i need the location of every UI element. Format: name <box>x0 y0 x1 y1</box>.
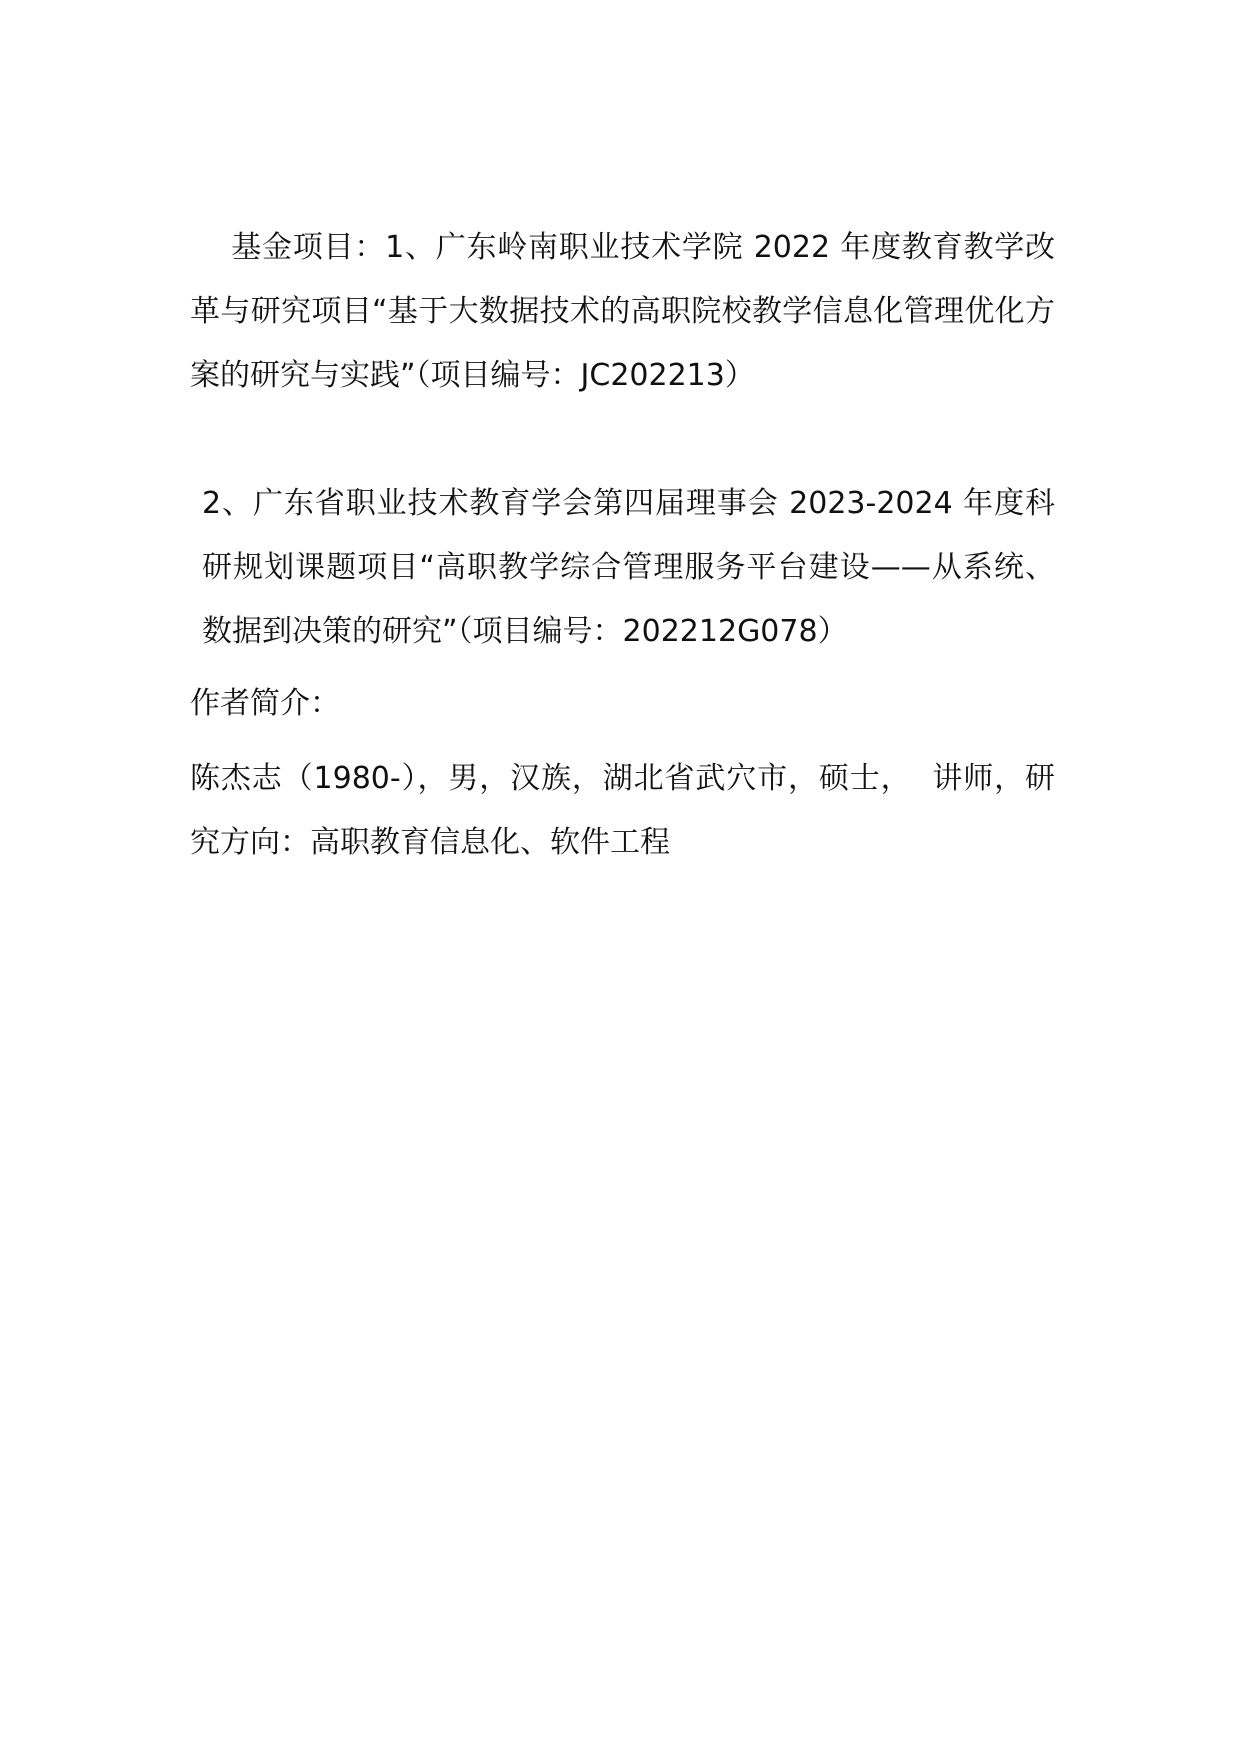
funding-item-2: 2、广东省职业技术教育学会第四届理事会 2023-2024 年度科研规划课题项目“高职教学综合管理服务平台建设——从系统、数据到决策的研究”（项目编号：202212G078） <box>202 486 1055 649</box>
author-heading: 作者简介： <box>190 686 340 721</box>
author-detail: 陈杰志（1980-），男，汉族，湖北省武穴市，硕士， 讲师，研究方向：高职教育信息化、软件工程 <box>190 761 1055 860</box>
funding-item-1: 基金项目：1、广东岭南职业技术学院 2022 年度教育教学改革与研究项目“基于大数据技术的高职院校教学信息化管理优化方案的研究与实践”（项目编号：JC202213） <box>190 230 1055 393</box>
